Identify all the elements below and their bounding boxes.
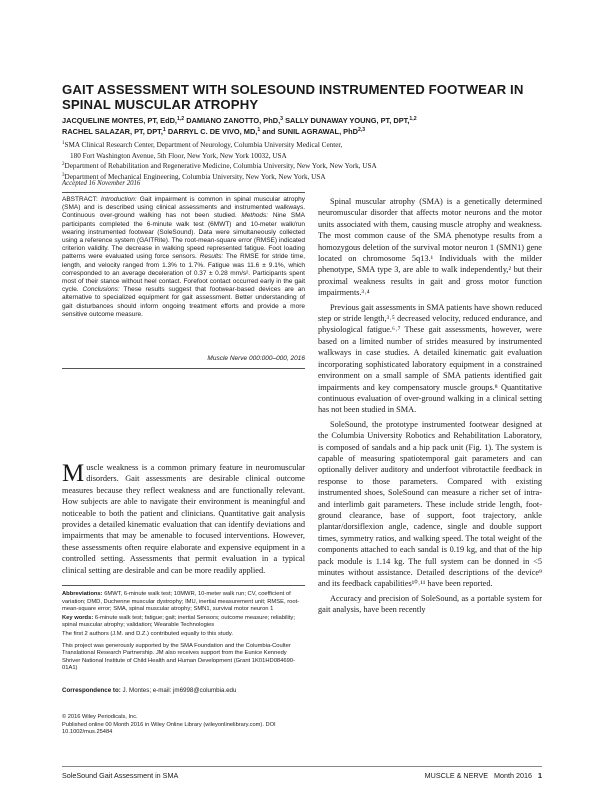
article-title: GAIT ASSESSMENT WITH SOLESOUND INSTRUMENTED FOOTWEAR IN SPINAL MUSCULAR ATROPHY [62,82,524,112]
notes-rule [62,585,305,586]
running-title: SoleSound Gait Assessment in SMA [62,771,179,780]
funding-note: This project was generously supported by the SMA Foundation and the Columbia-Coulter Translational Research Partnership. JM also receives support from the Eunice Kennedy Shriver National Institute of Child Health and Human Development (Grant 1K01HD084690-01A1) [62,642,295,672]
page-number: 1 [538,771,542,780]
author-list [62,115,542,137]
abstract-bottom-rule [62,368,305,369]
correspondence: Correspondence to: J. Montes; e-mail: jm6998@columbia.edu [62,687,237,694]
abstract: ABSTRACT: Introduction: Gait impairment is common in spinal muscular atrophy (SMA) and is described using clinical assessments and instrumented walkways. Continuous over-ground walking has not been studied. Methods: Nine SMA participants completed the 6-minute walk test (6MWT) and 10-meter walk/run wearing instrumented footwear (SoleSound). Data were simultaneously collected using a reference system (GAITRite). The root-mean-square error (RMSE) indicated criterion validity. The decrease in walking speed represented fatigue. Foot loading patterns were evaluated using force sensors. Results: The RMSE for stride time, length, and velocity ranged from 1.3% to 1.7%. Fatigue was 11.6 ± 9.1%, which corresponded to an average deceleration of 0.37 ± 0.28 mm/s². Participants spent most of their stance without heel contact. Forefoot contact occurred early in the gait cycle. Conclusions: These results suggest that footwear-based devices are an alternative to specialized equipment for gait assessment. Better understanding of gait disturbances should inform ongoing treatment efforts and provide a more sensitive outcome measure. [62,196,306,318]
drop-cap: M [62,460,85,487]
accepted-date: Accepted 16 November 2016 [62,180,141,187]
footer-journal: MUSCLE & NERVE Month 2016 1 [424,771,542,780]
affiliation-3: $^3$Department of Mechanical Engineering, Columbia University, New York, New York, USA [62,172,326,181]
intro-paragraph: Muscle weakness is a common primary feature in neuromuscular disorders. Gait assessments are desirable clinical outcome measures because they reflect weakness and are functionally relevant. How subjects are able to navigate their environment is meaningful and noticeable to both the patient and clinicians. Quantitative gait analysis provides a detailed kinematic evaluation that can identify deviations and impairments that may be amenable to focused interventions. However, these assessments often require elaborate and expensive equipment in a controlled setting. Assessments that permit evaluation in a typical clinical setting are desirable and can be more readily applied. [62,460,305,575]
paragraph-accuracy: Accuracy and precision of SoleSound, as a portable system for gait analysis, have been recently [318,593,542,615]
affiliation-2: $^2$Department of Rehabilitation and Regenerative Medicine, Columbia University, New York, New York, USA [62,162,377,171]
equal-contribution: The first 2 authors (J.M. and D.Z.) contributed equally to this study. [62,630,233,637]
authors-line-1: JACQUELINE MONTES, PT, EdD,$^{1,2}$ DAMIANO ZANOTTO, PhD,$^3$ SALLY DUNAWAY YOUNG, PT, DPT,$^{1,2}$ [62,116,417,125]
footnotes [62,591,305,677]
paragraph-previous-gait: Previous gait assessments in SMA patients have shown reduced step or stride length,³˒⁵ decreased velocity, reduced endurance, and physiological fatigue.⁶˒⁷ These gait assessments, however, were based on a limited number of strides measured by instrumented walkways in case studies. A detailed kinematic gait evaluation incorporating sophisticated laboratory equipment in a constrained environment on a small sample of SMA patients identified gait impairments and key compensatory muscle groups.⁸ Quantitative continuous evaluation of over-ground walking in a clinical setting has not been studied in SMA. [318,302,542,415]
affiliation-1: $^1$SMA Clinical Research Center, Department of Neurology, Columbia University Medical Center, [62,141,343,149]
affiliation-1-address: 180 Fort Washington Avenue, 5th Floor, New York, New York 10032, USA [70,151,287,160]
abstract-top-rule [62,192,305,193]
footer-rule [62,766,542,767]
abbreviations: Abbreviations: 6MWT, 6-minute walk test; 10MWR, 10-meter walk run; CV, coefficient of variation; DMD, Duchenne muscular dystrophy; IMU, inertial measurement unit; RMSE, root-mean-square error; SMA, spinal muscular atrophy; SMN1, survival motor neuron 1 [62,591,300,613]
paragraph-solesound: SoleSound, the prototype instrumented footwear designed at the Columbia University Robotics and Rehabilitation Laboratory, is composed of sandals and a hip pack unit (Fig. 1). The system is capable of measuring spatiotemporal gait parameters and can optionally deliver auditory and underfoot vibrotactile feedback in response to those parameters. Compared with existing instrumented shoes, SoleSound can measure a richer set of intra- and interlimb gait parameters. These include stride length, foot-ground clearance, base of support, foot trajectory, ankle plantar/dorsiflexion angle, cadence, single and double support times, symmetry ratios, and walking speed. The total weight of the components attached to each sandal is 0.19 kg, and that of the hip pack module is 1.14 kg. The full system can be donned in <5 minutes without assistance. Detailed descriptions of the device⁹ and its feedback capabilities¹⁰˒¹¹ have been reported. [318,419,542,589]
authors-line-2: RACHEL SALAZAR, PT, DPT,$^1$ DARRYL C. DE VIVO, MD,$^1$ and SUNIL AGRAWAL, PhD$^{2,3}$ [62,127,366,136]
right-column [318,196,542,619]
journal-citation: Muscle Nerve 000:000–000, 2016 [207,355,305,362]
affiliations [62,140,542,182]
keywords: Key words: 6-minute walk test; fatigue; gait; inertial Sensors; outcome measure; reliability; spinal muscular atrophy; validation; Wearable Technologies [62,614,295,629]
paragraph-sma: Spinal muscular atrophy (SMA) is a genetically determined neuromuscular disorder that affects motor neurons and the motor units associated with them, causing muscle atrophy and weakness. The most common cause of the SMA phenotype results from a homozygous deletion of the survival motor neuron 1 (SMN1) gene located on chromosome 5q13.¹ Individuals with the milder phenotype, SMA type 3, are able to walk independently,² but their proximal weakness results in gait and gross motor function impairments.³˒⁴ [318,197,542,298]
copyright: © 2016 Wiley Periodicals, Inc. Published online 00 Month 2016 in Wiley Online Library (wileyonlinelibrary.com). DOI 10.1002/mus.25484 [62,714,276,736]
